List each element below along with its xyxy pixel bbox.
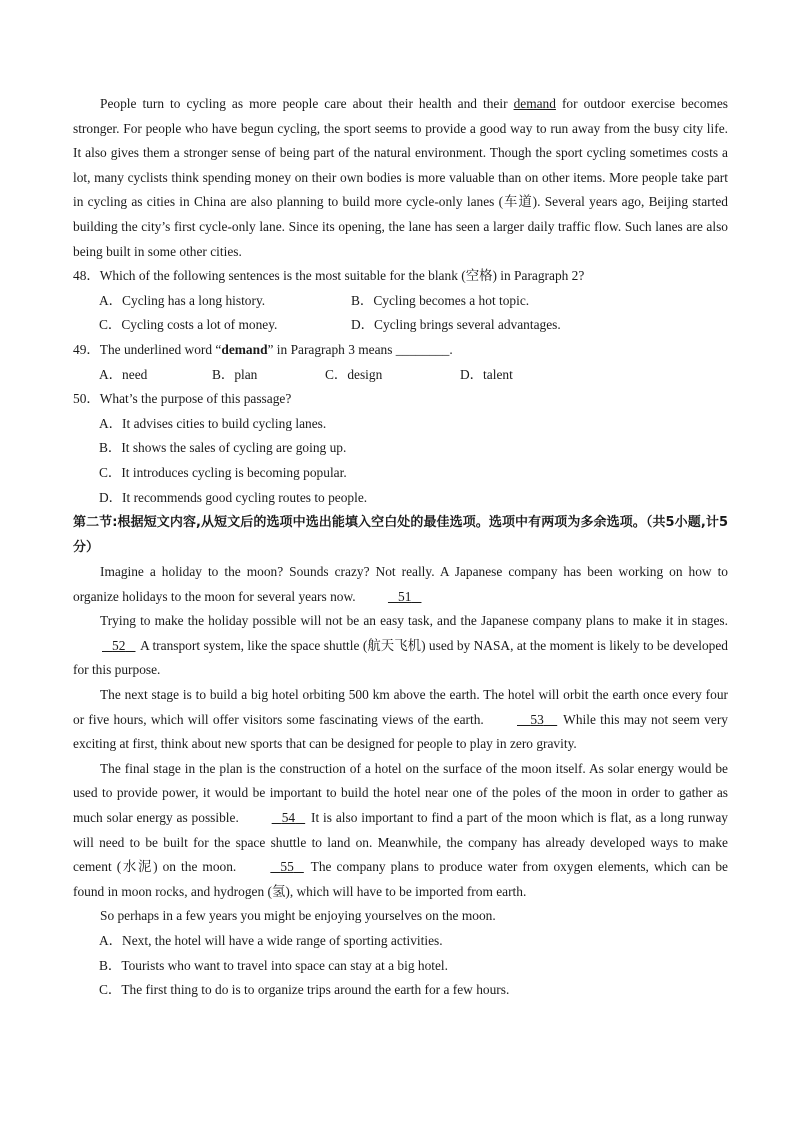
- blank-54: [243, 806, 307, 831]
- question-49-stem: [73, 338, 728, 363]
- option-d: D．talent: [460, 366, 513, 382]
- blank-number: 54: [281, 810, 296, 826]
- option-c: C．design: [325, 366, 383, 382]
- underlined-word: demand: [513, 96, 556, 111]
- question-50-stem: 50．What’s the purpose of this passage?: [73, 391, 292, 407]
- question-48-options-row2: [73, 313, 728, 338]
- text-run: It is also important to find a part of the moon which is flat, as a long runway will need to be built for the space shuttle to land on. Meanwhile, the company has already developed ways to make cement (水泥) on the moon.: [73, 810, 728, 875]
- option-d: D．It recommends good cycling routes to people.: [99, 489, 368, 505]
- text-run: While this may not seem very exciting at first, think about new sports that can be designed for people to play in zero gravity.: [73, 711, 728, 752]
- bold-word: demand: [221, 341, 268, 357]
- text-run: People turn to cycling as more people care about their health and their: [100, 96, 514, 111]
- option-b: B．It shows the sales of cycling are going up.: [99, 440, 347, 456]
- text-run: The final stage in the plan is the construction of a hotel on the surface of the moon itself. As solar energy would be used to provide power, it would be important to build the hotel near one of the poles of the moon in order to gather as much solar energy as possible.: [73, 760, 728, 826]
- blank-52: [73, 634, 137, 659]
- text-run: The company plans to produce water from oxygen elements, which can be found in moon rocks, and hydrogen (氢), which will have to be imported from earth.: [73, 859, 728, 899]
- blank-53: [488, 708, 559, 733]
- option-a: A．It advises cities to build cycling lanes.: [99, 415, 327, 431]
- question-48-stem: 48．Which of the following sentences is the most suitable for the blank (空格) in Paragraph 2?: [73, 268, 585, 284]
- passage2-paragraph1: [73, 560, 728, 609]
- blank-number: 53: [530, 711, 544, 727]
- exam-page: [73, 92, 728, 1003]
- blank-51: [359, 585, 423, 610]
- option-b: B．Cycling becomes a hot topic.: [351, 292, 530, 308]
- passage2-paragraph4: [73, 757, 728, 905]
- passage2-paragraph5: So perhaps in a few years you might be enjoying yourselves on the moon.: [100, 908, 496, 924]
- option-a: A．need: [99, 366, 148, 382]
- blank-number: 55: [280, 859, 294, 875]
- passage1-paragraph3: [73, 92, 728, 264]
- text-run: Imagine a holiday to the moon? Sounds crazy? Not really. A Japanese company has been working on how to organize holidays to the moon for several years now.: [73, 564, 728, 604]
- question-48-options-row1: [73, 289, 728, 314]
- option-d: D．Cycling brings several advantages.: [351, 317, 561, 333]
- blank-number: 52: [112, 637, 126, 653]
- option-c: C．It introduces cycling is becoming popular.: [99, 464, 347, 480]
- passage2-paragraph3: [73, 683, 728, 757]
- text-run: ” in Paragraph 3 means ________.: [267, 341, 453, 357]
- text-run: A transport system, like the space shuttle (航天飞机) used by NASA, at the moment is likely to be developed for this purpose.: [73, 637, 728, 678]
- blank-number: 51: [398, 588, 412, 604]
- option-a: A．Cycling has a long history.: [99, 292, 266, 308]
- text-run: 49．The underlined word “: [73, 341, 222, 357]
- section-heading: 第二节:根据短文内容,从短文后的选项中选出能填入空白处的最佳选项。选项中有两项为多余选项。（共5小题,计5分）: [73, 515, 728, 556]
- option-b: B．plan: [212, 366, 258, 382]
- passage2-paragraph2: [73, 609, 728, 683]
- option-b: B．Tourists who want to travel into space can stay at a big hotel.: [99, 957, 448, 973]
- option-c: C．The first thing to do is to organize trips around the earth for a few hours.: [99, 982, 510, 998]
- option-a: A．Next, the hotel will have a wide range of sporting activities.: [99, 933, 443, 948]
- text-run: for outdoor exercise becomes stronger. For people who have begun cycling, the sport seems to provide a good way to run away from the busy city life. It also gives them a stronger sense of being part of the natural environment. Though the sport cycling sometimes costs a lot, many cyclists think spending money on their own bodies is more valuable than on other items. More people take part in cycling as cities in China are also planning to build more cycle-only lanes (车道). Several years ago, Beijing started building the city’s first cycle-only lane. Since its opening, the lane has seen a larger daily traffic flow. Such lanes are also being built in some other cities.: [73, 96, 728, 259]
- text-run: Trying to make the holiday possible will not be an easy task, and the Japanese company plans to make it in stages.: [100, 613, 728, 629]
- option-c: C．Cycling costs a lot of money.: [99, 317, 278, 333]
- text-run: The next stage is to build a big hotel orbiting 500 km above the earth. The hotel will orbit the earth once every four or five hours, which will offer visitors some fascinating views of the earth.: [73, 687, 728, 727]
- question-49-options: [73, 363, 728, 388]
- blank-55: [241, 855, 305, 880]
